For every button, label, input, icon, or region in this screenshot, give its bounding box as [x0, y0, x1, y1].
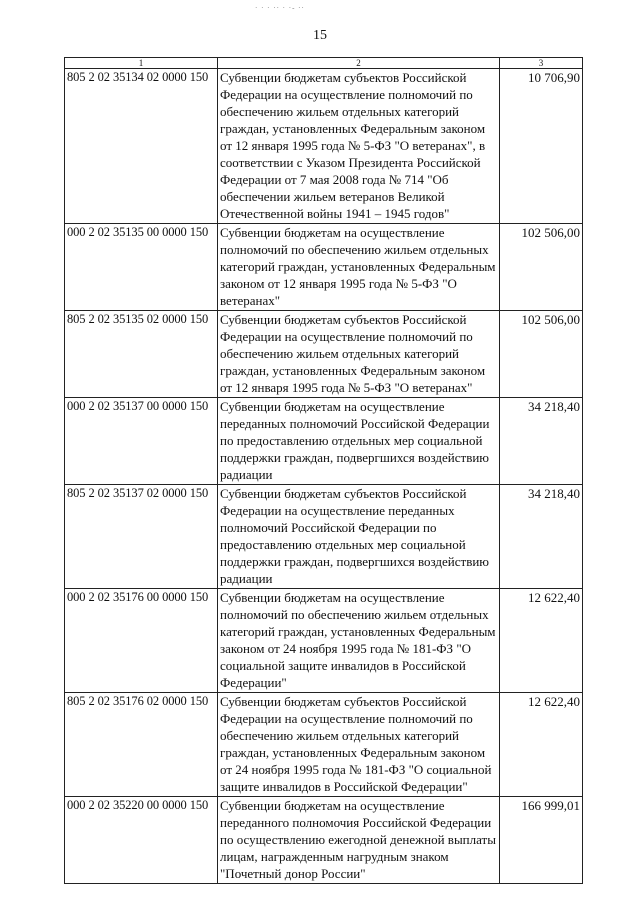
amount: 12 622,40 [500, 589, 583, 693]
column-header-amount: 3 [500, 58, 583, 69]
table-row [65, 398, 583, 485]
table-row [65, 485, 583, 589]
column-header-code: 1 [65, 58, 218, 69]
table-row [65, 69, 583, 224]
budget-code: 805 2 02 35137 02 0000 150 [65, 485, 218, 589]
subvention-description: Субвенции бюджетам на осуществление переданных полномочий Российской Федерации по предоставлению отдельных мер социальной поддержки граждан, подвергшихся воздействию радиации [218, 398, 500, 485]
subvention-description: Субвенции бюджетам субъектов Российской Федерации на осуществление полномочий по обеспечению жильем отдельных категорий граждан, установленных Федеральным законом от 12 января 1995 года № 5-ФЗ "О ветеранах", в соответствии с Указом Президента Российской Федерации от 7 мая 2008 года № 714 "Об обеспечении жильем ветеранов Великой Отечественной войны 1941 – 1945 годов" [218, 69, 500, 224]
table-header-row [65, 58, 583, 69]
budget-code: 000 2 02 35176 00 0000 150 [65, 589, 218, 693]
amount: 102 506,00 [500, 224, 583, 311]
amount: 166 999,01 [500, 797, 583, 884]
table-row [65, 311, 583, 398]
table-row [65, 589, 583, 693]
budget-code: 805 2 02 35176 02 0000 150 [65, 693, 218, 797]
budget-code: 000 2 02 35220 00 0000 150 [65, 797, 218, 884]
budget-code: 000 2 02 35137 00 0000 150 [65, 398, 218, 485]
subvention-description: Субвенции бюджетам субъектов Российской Федерации на осуществление переданных полномочий Российской Федерации по предоставлению отдельных мер социальной поддержки граждан, подвергшихся воздействию радиации [218, 485, 500, 589]
table-row [65, 224, 583, 311]
subvention-description: Субвенции бюджетам на осуществление полномочий по обеспечению жильем отдельных категорий граждан, установленных Федеральным законом от 12 января 1995 года № 5-ФЗ "О ветеранах" [218, 224, 500, 311]
table-row [65, 693, 583, 797]
budget-table [64, 57, 583, 884]
table-row [65, 797, 583, 884]
budget-code: 805 2 02 35134 02 0000 150 [65, 69, 218, 224]
amount: 102 506,00 [500, 311, 583, 398]
amount: 12 622,40 [500, 693, 583, 797]
amount: 34 218,40 [500, 485, 583, 589]
scan-marks: · · · ·· · ·- ·· [255, 4, 305, 12]
column-header-description: 2 [218, 58, 500, 69]
subvention-description: Субвенции бюджетам субъектов Российской Федерации на осуществление полномочий по обеспечению жильем отдельных категорий граждан, установленных Федеральным законом от 12 января 1995 года № 5-ФЗ "О ветеранах" [218, 311, 500, 398]
amount: 34 218,40 [500, 398, 583, 485]
subvention-description: Субвенции бюджетам субъектов Российской Федерации на осуществление полномочий по обеспечению жильем отдельных категорий граждан, установленных Федеральным законом от 24 ноября 1995 года № 181-ФЗ "О социальной защите инвалидов в Российской Федерации" [218, 693, 500, 797]
subvention-description: Субвенции бюджетам на осуществление переданного полномочия Российской Федерации по осуществлению ежегодной денежной выплаты лицам, награжденным нагрудным знаком "Почетный донор России" [218, 797, 500, 884]
subvention-description: Субвенции бюджетам на осуществление полномочий по обеспечению жильем отдельных категорий граждан, установленных Федеральным законом от 24 ноября 1995 года № 181-ФЗ "О социальной защите инвалидов в Российской Федерации" [218, 589, 500, 693]
amount: 10 706,90 [500, 69, 583, 224]
budget-code: 805 2 02 35135 02 0000 150 [65, 311, 218, 398]
page-number: 15 [313, 28, 327, 43]
budget-code: 000 2 02 35135 00 0000 150 [65, 224, 218, 311]
